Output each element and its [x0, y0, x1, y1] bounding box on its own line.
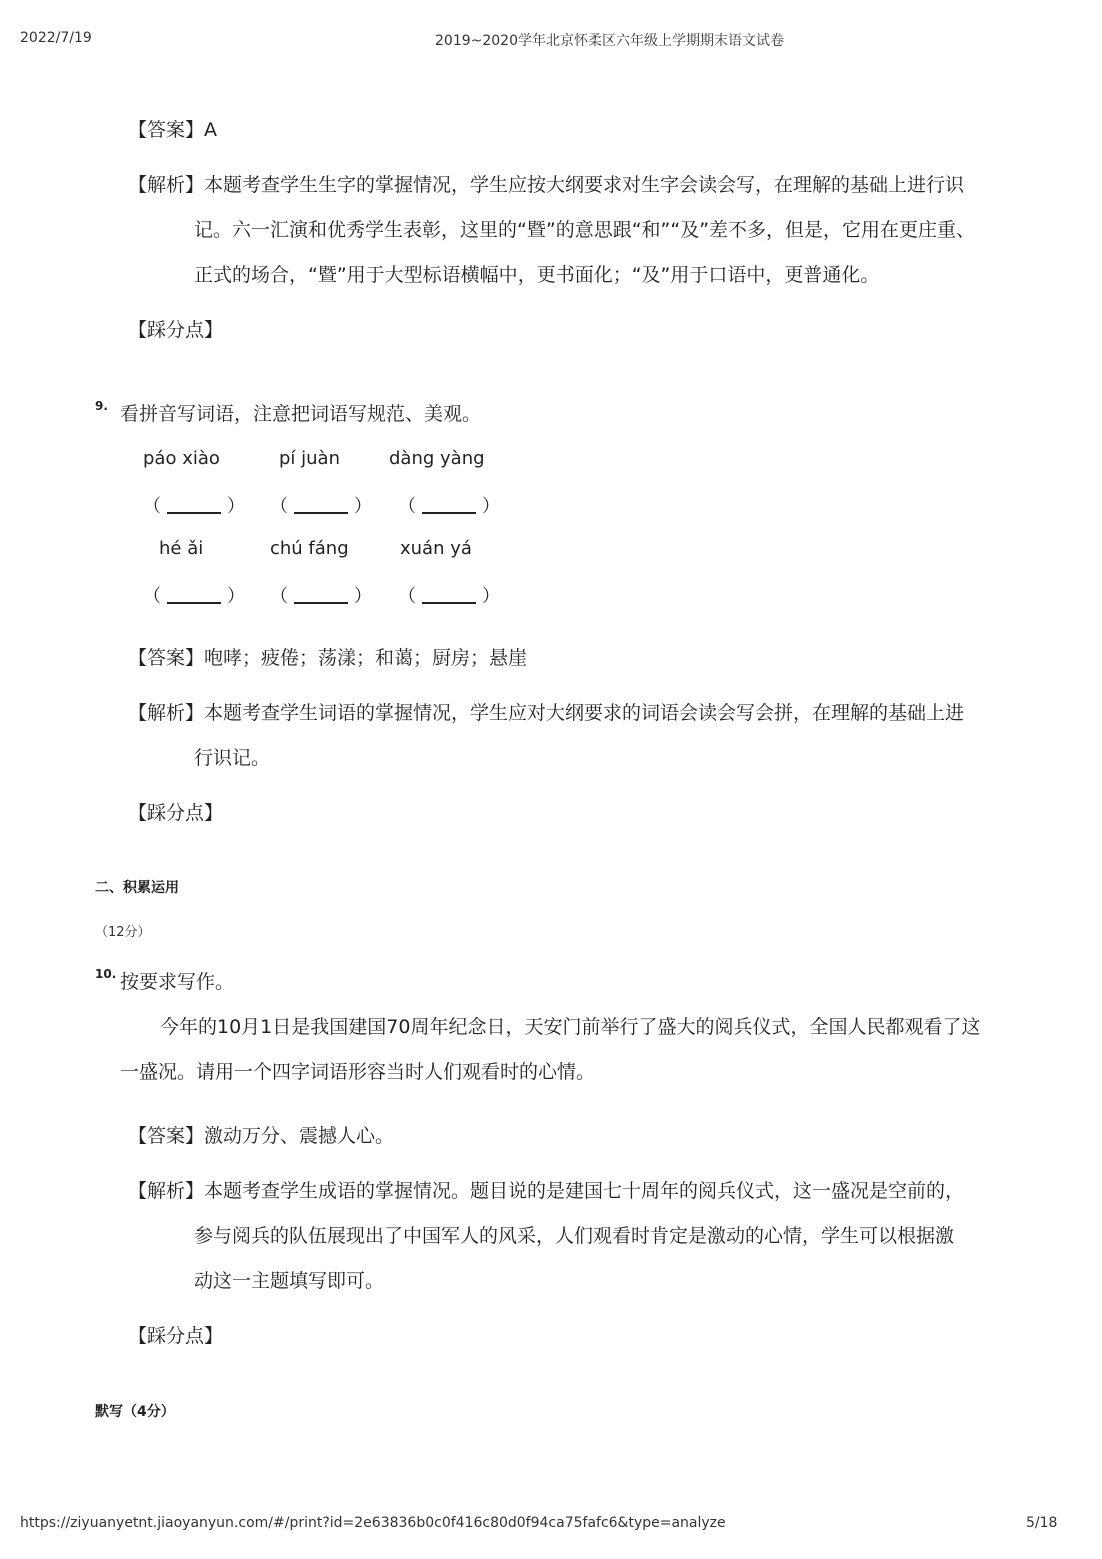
q8-answer	[128, 118, 217, 142]
q10-analysis-line-2: 参与阅兵的队伍展现出了中国军人的风采，人们观看时肯定是激动的心情，学生可以根据激	[194, 1225, 955, 1247]
q10-prompt: 按要求写作。	[120, 971, 235, 993]
q10-analysis-line-3: 动这一主题填写即可。	[194, 1270, 385, 1292]
q10-body-line-1: 今年的10月1日是我国建国70周年纪念日，天安门前举行了盛大的阅兵仪式，全国人民都观看了这	[160, 1016, 981, 1038]
analysis-text: 本题考查学生词语的掌握情况，学生应对大纲要求的词语会读会写会拼，在理解的基础上进	[204, 702, 965, 724]
q9-analysis-line-1	[128, 701, 964, 725]
header-date: 2022/7/19	[20, 30, 92, 46]
answer-text: 激动万分、震撼人心。	[204, 1125, 395, 1147]
q8-score-label: 【踩分点】	[128, 319, 224, 341]
q9-prompt: 看拼音写词语，注意把词语写规范、美观。	[120, 403, 482, 425]
answer-label: 【答案】	[128, 119, 205, 141]
q9-score-label: 【踩分点】	[128, 802, 224, 824]
pinyin-5: chú fáng	[270, 538, 349, 559]
pinyin-4: hé ǎi	[159, 538, 204, 559]
blank-4[interactable]: （ ）	[143, 586, 245, 607]
q9-analysis-line-2: 行识记。	[194, 747, 271, 769]
analysis-text: 本题考查学生成语的掌握情况。题目说的是建国七十周年的阅兵仪式，这一盛况是空前的，	[204, 1180, 965, 1202]
q10-number: 10.	[95, 967, 117, 981]
q8-analysis-line-3: 正式的场合，“暨”用于大型标语横幅中，更书面化；“及”用于口语中，更普通化。	[194, 264, 880, 286]
blank-1[interactable]: （ ）	[143, 496, 245, 517]
q8-analysis-line-1	[128, 173, 964, 197]
q10-score-label: 【踩分点】	[128, 1325, 224, 1347]
q8-analysis-line-2: 记。六一汇演和优秀学生表彰，这里的“暨”的意思跟“和”“及”差不多，但是，它用在更庄重、	[194, 219, 976, 241]
blank-5[interactable]: （ ）	[270, 586, 372, 607]
footer-url[interactable]: https://ziyuanyetnt.jiaoyanyun.com/#/print?id=2e63836b0c0f416c80d0f94ca75fafc6&type=analyze	[20, 1515, 726, 1531]
answer-text: 咆哮；疲倦；荡漾；和蔼；厨房；悬崖	[204, 647, 528, 669]
analysis-label: 【解析】	[128, 1180, 205, 1202]
q9-answer	[128, 646, 527, 670]
blank-2[interactable]: （ ）	[270, 496, 372, 517]
answer-text: A	[204, 119, 218, 141]
footer-page-number: 5/18	[1026, 1515, 1058, 1531]
q10-answer	[128, 1124, 394, 1148]
answer-label: 【答案】	[128, 647, 205, 669]
q10-body-line-2: 一盛况。请用一个四字词语形容当时人们观看时的心情。	[120, 1061, 596, 1083]
blank-6[interactable]: （ ）	[398, 586, 500, 607]
pinyin-1: páo xiào	[143, 448, 220, 469]
answer-label: 【答案】	[128, 1125, 205, 1147]
pinyin-2: pí juàn	[279, 448, 340, 469]
pinyin-3: dàng yàng	[389, 448, 485, 469]
pinyin-6: xuán yá	[400, 538, 472, 559]
section-title: 二、积累运用	[95, 880, 179, 896]
q9-number: 9.	[95, 399, 108, 413]
analysis-text: 本题考查学生生字的掌握情况，学生应按大纲要求对生字会读会写，在理解的基础上进行识	[204, 174, 965, 196]
blank-3[interactable]: （ ）	[398, 496, 500, 517]
header-title: 2019~2020学年北京怀柔区六年级上学期期末语文试卷	[435, 33, 784, 49]
section-points: （12分）	[95, 925, 151, 940]
analysis-label: 【解析】	[128, 702, 205, 724]
analysis-label: 【解析】	[128, 174, 205, 196]
q10-analysis-line-1	[128, 1179, 964, 1203]
subsection-title: 默写（4分）	[95, 1404, 175, 1420]
